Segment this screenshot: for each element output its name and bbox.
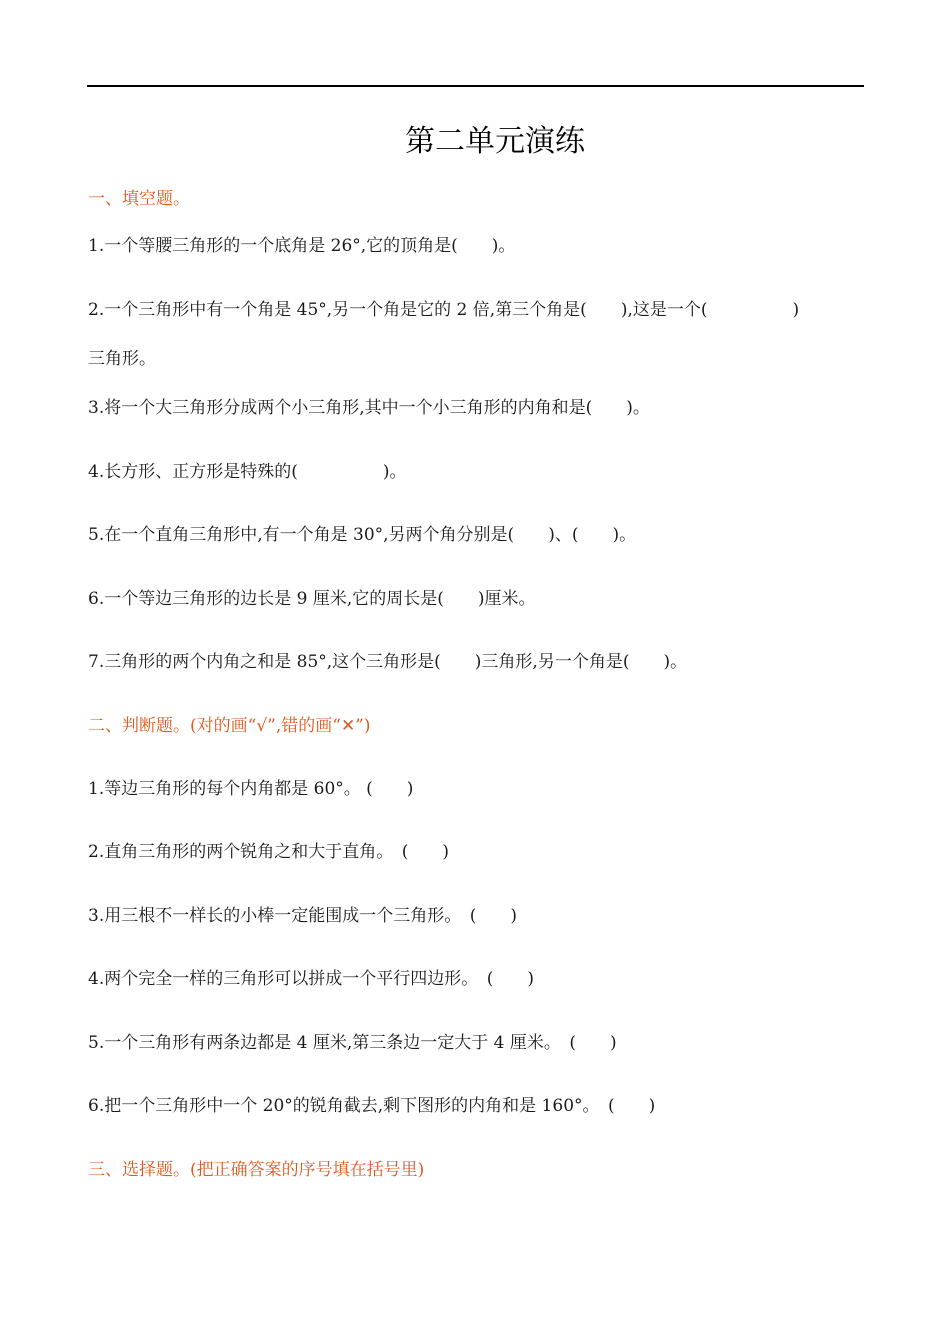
true-false-q2: 2.直角三角形的两个锐角之和大于直角。 ( ) [88, 842, 449, 862]
true-false-q6: 6.把一个三角形中一个 20°的锐角截去,剩下图形的内角和是 160°。 ( ) [88, 1096, 656, 1116]
fill-blank-q2-line2: 三角形。 [88, 349, 156, 369]
fill-blank-q5: 5.在一个直角三角形中,有一个角是 30°,另两个角分别是( )、( )。 [88, 525, 637, 545]
section-heading-true-false: 二、判断题。(对的画“√”,错的画“✕”) [88, 716, 371, 736]
true-false-q4: 4.两个完全一样的三角形可以拼成一个平行四边形。 ( ) [88, 969, 534, 989]
page-title: 第二单元演练 [405, 124, 585, 159]
section-heading-fill-blank: 一、填空题。 [88, 189, 190, 209]
fill-blank-q3: 3.将一个大三角形分成两个小三角形,其中一个小三角形的内角和是( )。 [88, 398, 650, 418]
fill-blank-q2-line1: 2.一个三角形中有一个角是 45°,另一个角是它的 2 倍,第三个角是( ),这是一个( ) [88, 300, 800, 320]
true-false-q1: 1.等边三角形的每个内角都是 60°。 ( ) [88, 779, 414, 799]
true-false-q5: 5.一个三角形有两条边都是 4 厘米,第三条边一定大于 4 厘米。 ( ) [88, 1033, 617, 1053]
fill-blank-q1: 1.一个等腰三角形的一个底角是 26°,它的顶角是( )。 [88, 236, 516, 256]
fill-blank-q4: 4.长方形、正方形是特殊的( )。 [88, 462, 407, 482]
fill-blank-q6: 6.一个等边三角形的边长是 9 厘米,它的周长是( )厘米。 [88, 589, 536, 609]
section-heading-multiple-choice: 三、选择题。(把正确答案的序号填在括号里) [88, 1160, 425, 1180]
top-rule [87, 85, 864, 87]
fill-blank-q7: 7.三角形的两个内角之和是 85°,这个三角形是( )三角形,另一个角是( )。 [88, 652, 688, 672]
true-false-q3: 3.用三根不一样长的小棒一定能围成一个三角形。 ( ) [88, 906, 517, 926]
